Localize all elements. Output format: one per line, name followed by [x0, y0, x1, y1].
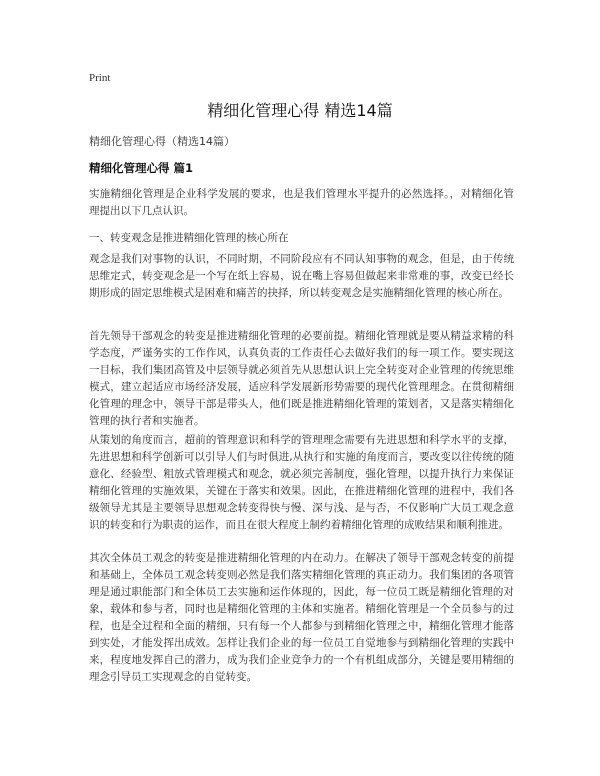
- paragraph-planning: 从策划的角度而言，超前的管理意识和科学的管理理念需要有先进思想和科学水平的支撑，先进思想和科学创新可以引导人们与时俱进,从执行和实施的角度而言，要改变以往传统的随意化、经验型、粗放式管理模式和观念，就必须完善制度，强化管理，以提升执行力来保证精细化管理的实施效果，关键在于落实和效果。因此，在推进精细化管理的进程中，我们各级领导尤其是主要领导思想观念转变得快与慢、深与浅、是与否，不仅影响广大员工观念意识的转变和行为职责的运作，而且在很大程度上制约着精细化管理的成败结果和顺利推进。: [89, 434, 514, 531]
- paragraph-leaders: 首先领导干部观念的转变是推进精细化管理的必要前提。精细化管理就是要从精益求精的科学态度，严谨务实的工作作风，认真负责的工作责任心去做好我们的每一项工作。要实现这一目标，我们集团高管及中层领导就必须首先从思想认识上完全转变对企业管理的传统思维模式，建立起适应市场经济发展，适应科学发展新形势需要的现代化管理理念。在贯彻精细化管理的理念中，领导干部是带头人，他们既是推进精细化管理的策划者，又是落实精细化管理的执行者和实施者。: [89, 330, 514, 427]
- section-heading: 精细化管理心得 篇1: [89, 161, 194, 175]
- document-title: 精细化管理心得 精选14篇: [207, 101, 393, 120]
- paragraph-heading-one: 一、转变观念是推进精细化管理的核心所在: [89, 232, 289, 244]
- paragraph-employees: 其次全体员工观念的转变是推进精细化管理的内在动力。在解决了领导干部观念转变的前提和基础上，全体员工观念转变则必然是我们落实精细化管理的真正动力。我们集团的各项管理是通过职能部门和全体员工去实施和运作体现的，因此，每一位员工既是精细化管理的对象，载体和参与者，同时也是精细化管理的主体和实施者。精细化管理是一个全员参与的过程，也是全过程和全面的精细，只有每一个人都参与到精细化管理之中，精细化管理才能落到实处，才能发挥出成效。怎样让我们企业的每一位员工自觉地参与到精细化管理的实践中来，程度地发挥自己的潜力，成为我们企业竞争力的一个有机组成部分，关键是要用精细的理念引导员工实现观念的自觉转变。: [89, 552, 514, 683]
- paragraph-concept: 观念是我们对事物的认识，不同时期，不同阶段应有不同认知事物的观念，但是，由于传统思维定式，转变观念是一个写在纸上容易，说在嘴上容易但做起来非常难的事，改变已经长期形成的固定思维模式是困难和痛苦的抉择，所以转变观念是实施精细化管理的核心所在。: [89, 253, 514, 299]
- document-subtitle: 精细化管理心得（精选14篇）: [89, 135, 235, 148]
- paragraph-intro: 实施精细化管理是企业科学发展的要求，也是我们管理水平提升的必然选择。，对精细化管理提出以下几点认识。: [89, 188, 514, 217]
- print-link[interactable]: Print: [89, 72, 111, 84]
